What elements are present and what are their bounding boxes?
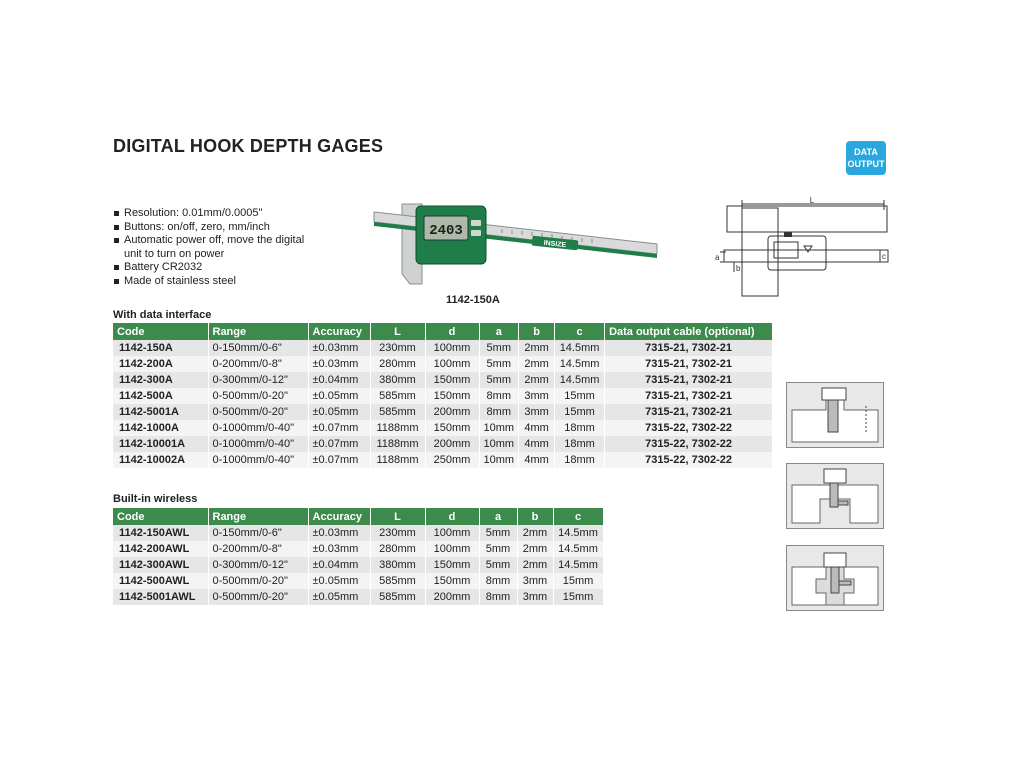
table-cell: ±0.04mm [308,372,370,388]
table-cell: 585mm [370,404,425,420]
table-cell: 4mm [519,452,555,468]
feature-item [113,234,314,261]
outline-box [727,206,887,232]
section-heading-data-interface: With data interface [113,309,212,321]
table-cell: 18mm [555,452,605,468]
table-cell: 7315-22, 7302-22 [605,420,773,436]
feature-text: Battery CR2032 [124,261,203,273]
table-cell: 8mm [479,404,519,420]
col-header: a [479,323,519,340]
table-cell: 100mm [425,356,479,372]
table-cell: 5mm [479,356,519,372]
label-L: L [809,196,815,205]
table-cell: 3mm [517,589,553,605]
table-cell: 3mm [517,573,553,589]
table-cell: 1142-500AWL [113,573,208,589]
table-cell: 0-300mm/0-12" [208,557,308,573]
table-cell: 250mm [425,452,479,468]
table-cell: 585mm [370,589,425,605]
table-cell: 2mm [519,340,555,356]
table-cell: 0-150mm/0-6" [208,340,308,356]
table-cell: 10mm [479,436,519,452]
bullet-square-icon [114,225,119,230]
table-cell: ±0.05mm [308,589,370,605]
unit-button-icon [471,220,481,226]
table-row [113,589,603,605]
table-cell: ±0.07mm [308,452,370,468]
table-cell: 14.5mm [553,525,603,541]
table-row [113,356,773,372]
col-header: L [370,323,425,340]
table-header-row [113,323,773,340]
label-b: b [736,264,741,273]
table-cell: 10mm [479,420,519,436]
table-cell: 1142-500A [113,388,208,404]
table-cell: ±0.03mm [308,340,370,356]
spec-table-wireless [113,508,604,605]
table-cell: 100mm [425,525,479,541]
table-cell: 1142-150A [113,340,208,356]
table-cell: 8mm [479,388,519,404]
dimension-drawing [712,196,892,306]
table-cell: 150mm [425,420,479,436]
table-cell: 3mm [519,388,555,404]
beam-outline [724,250,888,262]
table-cell: 14.5mm [555,340,605,356]
table-cell: 15mm [555,404,605,420]
col-header: b [517,508,553,525]
table-row [113,541,603,557]
table-row [113,436,773,452]
col-header: d [425,508,479,525]
table-cell: ±0.05mm [308,404,370,420]
table-cell: 0-500mm/0-20" [208,404,308,420]
table-cell: 2mm [519,372,555,388]
table-cell: 150mm [425,388,479,404]
usage-schematic-groove [786,463,884,529]
feature-text: Made of stainless steel [124,274,236,287]
section-heading-wireless: Built-in wireless [113,493,198,505]
table-cell: 0-150mm/0-6" [208,525,308,541]
table-cell: ±0.07mm [308,436,370,452]
usage-schematic-undercut [786,545,884,611]
table-cell: 0-500mm/0-20" [208,589,308,605]
table-cell: 1188mm [370,436,425,452]
table-cell: 280mm [370,356,425,372]
col-header: Range [208,508,308,525]
table-cell: 0-200mm/0-8" [208,541,308,557]
table-cell: 0-500mm/0-20" [208,573,308,589]
page-title: DIGITAL HOOK DEPTH GAGES [113,136,384,156]
col-header: d [425,323,479,340]
table-cell: 585mm [370,388,425,404]
table-cell: ±0.03mm [308,525,370,541]
table-cell: 0-1000mm/0-40" [208,452,308,468]
table-cell: 0-1000mm/0-40" [208,420,308,436]
table-cell: 0-300mm/0-12" [208,372,308,388]
table-cell: 7315-22, 7302-22 [605,436,773,452]
label-a: a [715,253,720,262]
clamp-screw-icon [784,232,792,237]
col-header: c [555,323,605,340]
col-header: L [370,508,425,525]
feature-item [113,275,314,289]
table-cell: ±0.03mm [308,541,370,557]
table-cell: 1142-5001AWL [113,589,208,605]
table-cell: 7315-21, 7302-21 [605,340,773,356]
table-cell: 1142-200AWL [113,541,208,557]
product-photo [372,196,662,291]
table-cell: 230mm [370,525,425,541]
table-cell: 280mm [370,541,425,557]
data-output-badge [846,141,886,175]
col-header: Data output cable (optional) [605,323,773,340]
table-cell: 18mm [555,436,605,452]
label-c: c [882,252,886,261]
col-header: Range [208,323,308,340]
table-cell: 4mm [519,436,555,452]
spec-table-data-interface [113,323,773,468]
table-header-row [113,508,603,525]
table-row [113,452,773,468]
table-cell: 1142-300A [113,372,208,388]
table-row [113,573,603,589]
table-cell: 7315-22, 7302-22 [605,452,773,468]
table-cell: 14.5mm [555,356,605,372]
table-cell: ±0.05mm [308,573,370,589]
unit-outline [768,236,826,270]
table-cell: 1188mm [370,452,425,468]
table-cell: ±0.07mm [308,420,370,436]
table-cell: 14.5mm [555,372,605,388]
depth-base-outline [742,208,778,296]
feature-text: Automatic power off, move the digital unit to turn on power [124,234,305,260]
bullet-square-icon [114,279,119,284]
table-cell: 5mm [479,372,519,388]
table-cell: 1142-5001A [113,404,208,420]
table-row [113,372,773,388]
table-cell: 15mm [553,573,603,589]
table-cell: 200mm [425,436,479,452]
brand-text: INSIZE [543,239,567,250]
table-cell: 150mm [425,372,479,388]
table-cell: 10mm [479,452,519,468]
table-cell: ±0.04mm [308,557,370,573]
table-cell: 5mm [479,557,517,573]
table-cell: 8mm [479,589,517,605]
table-cell: 150mm [425,557,479,573]
feature-item [113,261,314,275]
table-cell: 380mm [370,557,425,573]
table-cell: 1142-300AWL [113,557,208,573]
table-cell: 100mm [425,340,479,356]
bullet-square-icon [114,211,119,216]
feature-list [113,207,314,288]
table-cell: 1142-150AWL [113,525,208,541]
bullet-square-icon [114,265,119,270]
col-header: c [553,508,603,525]
feature-text: Buttons: on/off, zero, mm/inch [124,220,270,233]
table-row [113,340,773,356]
table-cell: 4mm [519,420,555,436]
col-header: Code [113,508,208,525]
col-header: Accuracy [308,508,370,525]
table-cell: 1142-200A [113,356,208,372]
bullet-square-icon [114,238,119,243]
table-cell: 150mm [425,573,479,589]
table-cell: 2mm [517,525,553,541]
table-cell: 7315-21, 7302-21 [605,404,773,420]
table-row [113,525,603,541]
col-header: Accuracy [308,323,370,340]
unit-button-outline [804,246,812,252]
table-row [113,404,773,420]
table-cell: 2mm [519,356,555,372]
usage-schematic-step-depth [786,382,884,448]
table-cell: 2mm [517,557,553,573]
table-cell: 585mm [370,573,425,589]
table-cell: 0-500mm/0-20" [208,388,308,404]
table-cell: 8mm [479,573,517,589]
table-cell: 7315-21, 7302-21 [605,372,773,388]
table-cell: ±0.03mm [308,356,370,372]
table-cell: 3mm [519,404,555,420]
table-cell: 1142-10002A [113,452,208,468]
table-cell: 15mm [553,589,603,605]
table-cell: 230mm [370,340,425,356]
table-cell: 15mm [555,388,605,404]
table-cell: 2mm [517,541,553,557]
table-cell: 100mm [425,541,479,557]
col-header: Code [113,323,208,340]
table-cell: 5mm [479,525,517,541]
table-cell: 14.5mm [553,541,603,557]
table-cell: 18mm [555,420,605,436]
table-row [113,388,773,404]
table-cell: 5mm [479,541,517,557]
table-cell: 14.5mm [553,557,603,573]
table-cell: 1142-10001A [113,436,208,452]
badge-line-2: OUTPUT [847,159,885,169]
table-cell: 1142-1000A [113,420,208,436]
badge-line-1: DATA [854,147,878,157]
table-cell: ±0.05mm [308,388,370,404]
feature-item [113,221,314,235]
table-cell: 5mm [479,340,519,356]
table-row [113,557,603,573]
col-header: a [479,508,517,525]
table-cell: 0-1000mm/0-40" [208,436,308,452]
table-cell: 200mm [425,404,479,420]
table-cell: 0-200mm/0-8" [208,356,308,372]
table-cell: 380mm [370,372,425,388]
col-header: b [519,323,555,340]
table-cell: 7315-21, 7302-21 [605,388,773,404]
table-cell: 200mm [425,589,479,605]
photo-caption: 1142-150A [446,294,500,306]
table-cell: 1188mm [370,420,425,436]
unit-button-icon [471,230,481,236]
table-row [113,420,773,436]
lcd-reading: 2403 [429,223,463,239]
table-cell: 7315-21, 7302-21 [605,356,773,372]
feature-text: Resolution: 0.01mm/0.0005" [124,207,263,219]
feature-item [113,207,314,221]
